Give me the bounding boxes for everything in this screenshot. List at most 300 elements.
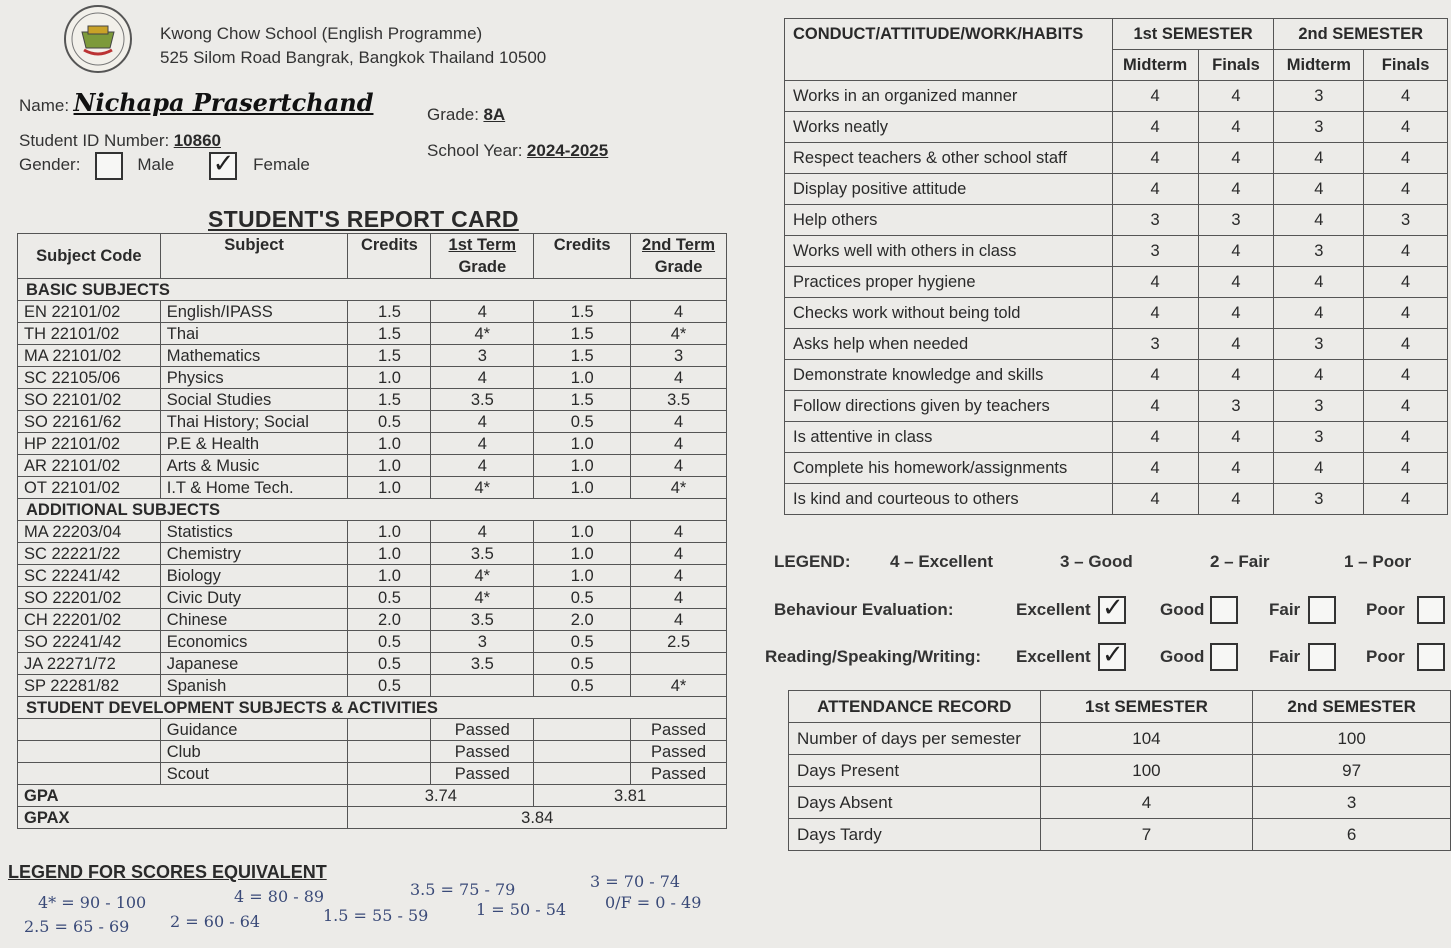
report-card-title: STUDENT'S REPORT CARD	[208, 206, 519, 232]
subject-code: HP 22101/02	[18, 433, 161, 455]
sem-2-midterm-score: 4	[1274, 453, 1364, 484]
attendance-table	[788, 690, 1451, 851]
attendance-sem-1: 1st SEMESTER	[1040, 691, 1253, 723]
credits-term-2: 1.5	[534, 389, 631, 411]
male-checkbox[interactable]	[95, 152, 123, 180]
term-1-grade-label: Grade	[458, 258, 507, 276]
table-row	[18, 763, 727, 785]
sem-2-finals-score: 4	[1364, 391, 1448, 422]
conduct-sem-1: 1st SEMESTER	[1112, 19, 1274, 50]
sem-2-midterm-score: 4	[1274, 143, 1364, 174]
behaviour-poor-checkbox[interactable]	[1417, 596, 1445, 624]
credits-term-2: 0.5	[534, 587, 631, 609]
sem-1-midterm-score: 3	[1112, 205, 1198, 236]
sem-1-midterm-score: 4	[1112, 298, 1198, 329]
school-year-value: 2024-2025	[526, 141, 609, 160]
credits-term-2: 1.0	[534, 543, 631, 565]
sem-2-midterm-score: 3	[1274, 391, 1364, 422]
conduct-header: CONDUCT/ATTITUDE/WORK/HABITS	[785, 19, 1113, 81]
table-row	[789, 723, 1451, 755]
grade-term-1: 4	[431, 455, 534, 477]
attendance-header: ATTENDANCE RECORD	[789, 691, 1041, 723]
conduct-item: Respect teachers & other school staff	[785, 143, 1113, 174]
grade-term-2: 4	[631, 565, 727, 587]
grade-term-1: 4*	[431, 587, 534, 609]
attendance-sem-2-value: 97	[1253, 755, 1451, 787]
empty-cell	[348, 763, 431, 785]
gender-row	[19, 148, 310, 180]
table-row	[18, 455, 727, 477]
table-row	[18, 301, 727, 323]
attendance-sem-1-value: 104	[1040, 723, 1253, 755]
check-icon: ✓	[1102, 592, 1124, 622]
credits-term-1: 1.0	[348, 433, 431, 455]
table-row	[785, 453, 1448, 484]
subject-name: Chinese	[160, 609, 348, 631]
credits-term-2: 1.0	[534, 565, 631, 587]
section-development: STUDENT DEVELOPMENT SUBJECTS & ACTIVITIES	[18, 697, 727, 719]
attendance-sem-1-value: 7	[1040, 819, 1253, 851]
subject-name: Thai History; Social	[160, 411, 348, 433]
grade-term-1: 4*	[431, 565, 534, 587]
score-item-2: 2 = 60 - 64	[170, 912, 261, 931]
grade-term-1: 3.5	[431, 609, 534, 631]
sem-2-midterm: Midterm	[1274, 50, 1364, 81]
table-row	[785, 112, 1448, 143]
sem-1-finals-score: 4	[1198, 174, 1274, 205]
behaviour-good-label: Good	[1160, 600, 1205, 619]
grade-term-2	[631, 653, 727, 675]
credits-term-2: 0.5	[534, 653, 631, 675]
sem-1-midterm-score: 4	[1112, 484, 1198, 515]
credits-term-2: 0.5	[534, 631, 631, 653]
credits-term-1: 1.0	[348, 477, 431, 499]
sem-1-finals-score: 3	[1198, 391, 1274, 422]
header-term-1	[431, 234, 534, 279]
subject-code: SO 22101/02	[18, 389, 161, 411]
section-row	[18, 499, 727, 521]
grade-term-2: 4	[631, 543, 727, 565]
behaviour-good-checkbox[interactable]	[1210, 596, 1238, 624]
sem-2-midterm-score: 4	[1274, 360, 1364, 391]
sem-2-finals-score: 4	[1364, 329, 1448, 360]
grade-term-1: 4	[431, 433, 534, 455]
subject-code: CH 22201/02	[18, 609, 161, 631]
empty-cell	[18, 719, 161, 741]
sem-1-finals-score: 4	[1198, 112, 1274, 143]
grade-label: Grade:	[427, 105, 479, 124]
score-legend-title: LEGEND FOR SCORES EQUIVALENT	[8, 862, 327, 882]
gpa-term-1: 3.74	[348, 785, 534, 807]
attendance-label: Days Tardy	[789, 819, 1041, 851]
subject-name: Spanish	[160, 675, 348, 697]
conduct-item: Demonstrate knowledge and skills	[785, 360, 1113, 391]
credits-term-2: 1.5	[534, 345, 631, 367]
grade-term-2: 2.5	[631, 631, 727, 653]
sem-1-midterm-score: 4	[1112, 391, 1198, 422]
subject-name: Economics	[160, 631, 348, 653]
subject-name: Arts & Music	[160, 455, 348, 477]
activity-result-term-1: Passed	[431, 719, 534, 741]
male-label: Male	[137, 155, 175, 175]
table-row	[18, 367, 727, 389]
activity-result-term-2: Passed	[631, 719, 727, 741]
table-row	[785, 267, 1448, 298]
school-year-label: School Year:	[427, 141, 523, 160]
table-row	[789, 819, 1451, 851]
credits-term-1: 1.0	[348, 367, 431, 389]
school-logo	[60, 4, 136, 74]
grades-table	[17, 233, 727, 829]
sem-1-midterm: Midterm	[1112, 50, 1198, 81]
conduct-item: Help others	[785, 205, 1113, 236]
sem-2-midterm-score: 3	[1274, 236, 1364, 267]
gender-label: Gender:	[19, 155, 81, 175]
credits-term-2: 1.5	[534, 323, 631, 345]
sem-1-midterm-score: 4	[1112, 422, 1198, 453]
table-row	[789, 755, 1451, 787]
sem-1-finals-score: 4	[1198, 236, 1274, 267]
sem-1-finals-score: 4	[1198, 298, 1274, 329]
school-year-row	[427, 141, 608, 161]
table-row	[18, 631, 727, 653]
score-item-3-5: 3.5 = 75 - 79	[410, 880, 516, 899]
credits-term-2: 1.5	[534, 301, 631, 323]
rsw-fair-label: Fair	[1269, 647, 1301, 666]
grade-term-2: 4*	[631, 675, 727, 697]
sem-2-midterm-score: 4	[1274, 298, 1364, 329]
activity-name: Guidance	[160, 719, 348, 741]
subject-name: I.T & Home Tech.	[160, 477, 348, 499]
attendance-sem-2-value: 100	[1253, 723, 1451, 755]
credits-term-2: 0.5	[534, 675, 631, 697]
sem-2-finals-score: 4	[1364, 267, 1448, 298]
table-row	[18, 521, 727, 543]
sem-1-finals-score: 4	[1198, 484, 1274, 515]
score-item-3: 3 = 70 - 74	[590, 872, 681, 891]
header-credits-1: Credits	[348, 234, 431, 279]
subject-name: Civic Duty	[160, 587, 348, 609]
subject-code: SC 22105/06	[18, 367, 161, 389]
sem-1-midterm-score: 4	[1112, 81, 1198, 112]
subject-name: Statistics	[160, 521, 348, 543]
score-item-0-f: 0/F = 0 - 49	[605, 893, 702, 912]
credits-term-2: 1.0	[534, 477, 631, 499]
gpax-label: GPAX	[18, 807, 348, 829]
credits-term-1: 1.5	[348, 323, 431, 345]
activity-result-term-1: Passed	[431, 763, 534, 785]
section-additional-subjects: ADDITIONAL SUBJECTS	[18, 499, 727, 521]
conduct-sem-2: 2nd SEMESTER	[1274, 19, 1448, 50]
attendance-sem-1-value: 4	[1040, 787, 1253, 819]
sem-1-finals-score: 4	[1198, 422, 1274, 453]
term-1-label: 1st Term	[448, 236, 517, 254]
subject-code: TH 22101/02	[18, 323, 161, 345]
grade-row	[427, 105, 505, 125]
female-label: Female	[253, 155, 310, 175]
sem-1-midterm-score: 4	[1112, 360, 1198, 391]
credits-term-1: 0.5	[348, 631, 431, 653]
grade-term-1: 3.5	[431, 389, 534, 411]
school-header	[160, 22, 546, 70]
table-row	[18, 543, 727, 565]
sem-2-midterm-score: 4	[1274, 205, 1364, 236]
rsw-good-checkbox[interactable]	[1210, 643, 1238, 671]
credits-term-2: 2.0	[534, 609, 631, 631]
grade-term-2: 4	[631, 433, 727, 455]
sem-1-finals: Finals	[1198, 50, 1274, 81]
legend-row	[774, 552, 1444, 572]
rsw-good-label: Good	[1160, 647, 1205, 666]
credits-term-1: 1.5	[348, 301, 431, 323]
empty-cell	[18, 763, 161, 785]
grade-term-2: 3.5	[631, 389, 727, 411]
student-name: Nichapa Prasertchand	[73, 88, 374, 117]
activity-result-term-2: Passed	[631, 763, 727, 785]
table-row	[785, 484, 1448, 515]
sem-2-finals-score: 4	[1364, 298, 1448, 329]
credits-term-1: 0.5	[348, 411, 431, 433]
grade-term-1: 4*	[431, 323, 534, 345]
sem-2-finals-score: 4	[1364, 143, 1448, 174]
subject-code: OT 22101/02	[18, 477, 161, 499]
grade-term-1	[431, 675, 534, 697]
sem-1-finals-score: 4	[1198, 329, 1274, 360]
sem-2-finals-score: 4	[1364, 422, 1448, 453]
grade-term-1: 4*	[431, 477, 534, 499]
table-row	[18, 411, 727, 433]
activity-result-term-2: Passed	[631, 741, 727, 763]
female-checkbox[interactable]	[209, 148, 237, 180]
behaviour-evaluation-row	[774, 592, 1449, 626]
conduct-item: Is attentive in class	[785, 422, 1113, 453]
gpax-value: 3.84	[348, 807, 727, 829]
table-row	[18, 675, 727, 697]
attendance-sem-2-value: 3	[1253, 787, 1451, 819]
grade-term-2: 4	[631, 367, 727, 389]
subject-name: Social Studies	[160, 389, 348, 411]
table-row	[785, 422, 1448, 453]
table-row	[18, 433, 727, 455]
sem-1-midterm-score: 3	[1112, 329, 1198, 360]
sem-2-finals-score: 4	[1364, 484, 1448, 515]
sem-2-finals-score: 4	[1364, 81, 1448, 112]
school-name: Kwong Chow School (English Programme)	[160, 24, 483, 43]
gpa-term-2: 3.81	[534, 785, 727, 807]
sem-1-midterm-score: 4	[1112, 143, 1198, 174]
table-row	[785, 391, 1448, 422]
score-item-4: 4 = 80 - 89	[234, 887, 325, 906]
activity-name: Scout	[160, 763, 348, 785]
table-row	[18, 653, 727, 675]
gpa-row	[18, 785, 727, 807]
subject-name: Chemistry	[160, 543, 348, 565]
conduct-table	[784, 18, 1448, 515]
subject-code: SO 22241/42	[18, 631, 161, 653]
sem-2-midterm-score: 3	[1274, 484, 1364, 515]
table-row	[18, 345, 727, 367]
header-subject-code: Subject Code	[18, 234, 161, 279]
empty-cell	[534, 719, 631, 741]
sem-1-midterm-score: 3	[1112, 236, 1198, 267]
grade-term-2: 4	[631, 455, 727, 477]
attendance-label: Number of days per semester	[789, 723, 1041, 755]
sem-2-finals-score: 4	[1364, 174, 1448, 205]
empty-cell	[348, 741, 431, 763]
table-row	[18, 389, 727, 411]
section-basic-subjects: BASIC SUBJECTS	[18, 279, 727, 301]
credits-term-1: 0.5	[348, 675, 431, 697]
rsw-poor-label: Poor	[1366, 647, 1405, 666]
credits-term-1: 1.0	[348, 521, 431, 543]
subject-code: SO 22161/62	[18, 411, 161, 433]
activity-name: Club	[160, 741, 348, 763]
sem-2-midterm-score: 3	[1274, 329, 1364, 360]
table-row	[785, 329, 1448, 360]
rsw-excellent-checkbox[interactable]	[1098, 639, 1126, 671]
subject-name: Mathematics	[160, 345, 348, 367]
behaviour-fair-label: Fair	[1269, 600, 1301, 619]
score-item-2-5: 2.5 = 65 - 69	[24, 917, 130, 936]
table-row	[785, 236, 1448, 267]
rsw-excellent-label: Excellent	[1016, 647, 1091, 666]
grade-term-2: 4	[631, 411, 727, 433]
section-row	[18, 279, 727, 301]
section-row	[18, 697, 727, 719]
table-row	[785, 143, 1448, 174]
table-row	[18, 609, 727, 631]
grade-term-1: 4	[431, 367, 534, 389]
sem-1-finals-score: 4	[1198, 360, 1274, 391]
conduct-item: Complete his homework/assignments	[785, 453, 1113, 484]
table-row	[785, 298, 1448, 329]
credits-term-2: 1.0	[534, 455, 631, 477]
conduct-item: Asks help when needed	[785, 329, 1113, 360]
legend-poor: 1 – Poor	[1344, 552, 1412, 571]
sem-2-finals-score: 4	[1364, 453, 1448, 484]
subject-code: EN 22101/02	[18, 301, 161, 323]
legend-label: LEGEND:	[774, 552, 851, 571]
score-item-1-5: 1.5 = 55 - 59	[323, 906, 429, 925]
grade-term-1: 3.5	[431, 543, 534, 565]
subject-name: Thai	[160, 323, 348, 345]
grade-term-2: 3	[631, 345, 727, 367]
subject-name: Physics	[160, 367, 348, 389]
credits-term-1: 1.0	[348, 543, 431, 565]
grade-value: 8A	[483, 105, 506, 124]
sem-1-finals-score: 4	[1198, 143, 1274, 174]
conduct-item: Is kind and courteous to others	[785, 484, 1113, 515]
table-row	[18, 719, 727, 741]
score-item-1: 1 = 50 - 54	[476, 900, 567, 919]
subject-code: MA 22101/02	[18, 345, 161, 367]
sem-1-finals-score: 3	[1198, 205, 1274, 236]
check-icon: ✓	[1102, 639, 1124, 669]
student-id: 10860	[173, 131, 221, 150]
empty-cell	[534, 741, 631, 763]
credits-term-2: 1.0	[534, 521, 631, 543]
sem-1-midterm-score: 4	[1112, 453, 1198, 484]
term-2-label: 2nd Term	[642, 236, 716, 254]
rsw-poor-checkbox[interactable]	[1417, 643, 1445, 671]
header-term-2	[631, 234, 727, 279]
legend-good: 3 – Good	[1060, 552, 1133, 571]
sem-2-finals-score: 4	[1364, 360, 1448, 391]
credits-term-2: 1.0	[534, 433, 631, 455]
sem-1-midterm-score: 4	[1112, 174, 1198, 205]
attendance-sem-1-value: 100	[1040, 755, 1253, 787]
conduct-header-row	[785, 19, 1448, 50]
legend-excellent: 4 – Excellent	[890, 552, 994, 571]
gpax-row	[18, 807, 727, 829]
attendance-sem-2: 2nd SEMESTER	[1253, 691, 1451, 723]
empty-cell	[18, 741, 161, 763]
header-subject: Subject	[160, 234, 348, 279]
table-row	[18, 477, 727, 499]
credits-term-2: 1.0	[534, 367, 631, 389]
subject-code: SP 22281/82	[18, 675, 161, 697]
table-row	[785, 360, 1448, 391]
score-item-4star: 4* = 90 - 100	[38, 893, 147, 912]
student-id-row	[19, 131, 221, 151]
subject-code: SO 22201/02	[18, 587, 161, 609]
grade-term-2: 4	[631, 587, 727, 609]
credits-term-2: 0.5	[534, 411, 631, 433]
grade-term-1: 3.5	[431, 653, 534, 675]
sem-1-midterm-score: 4	[1112, 267, 1198, 298]
table-row	[785, 174, 1448, 205]
rsw-label: Reading/Speaking/Writing:	[765, 647, 981, 666]
sem-2-finals-score: 3	[1364, 205, 1448, 236]
subject-code: SC 22221/22	[18, 543, 161, 565]
attendance-label: Days Absent	[789, 787, 1041, 819]
sem-2-finals-score: 4	[1364, 112, 1448, 143]
table-row	[18, 587, 727, 609]
subject-code: AR 22101/02	[18, 455, 161, 477]
rsw-fair-checkbox[interactable]	[1308, 643, 1336, 671]
table-row	[18, 565, 727, 587]
credits-term-1: 0.5	[348, 587, 431, 609]
table-row	[789, 787, 1451, 819]
student-name-row	[19, 88, 373, 117]
behaviour-fair-checkbox[interactable]	[1308, 596, 1336, 624]
name-label: Name:	[19, 96, 70, 115]
sem-1-finals-score: 4	[1198, 453, 1274, 484]
sem-2-finals-score: 4	[1364, 236, 1448, 267]
table-row	[785, 205, 1448, 236]
credits-term-1: 1.5	[348, 345, 431, 367]
student-id-label: Student ID Number:	[19, 131, 170, 150]
legend-fair: 2 – Fair	[1210, 552, 1270, 571]
behaviour-poor-label: Poor	[1366, 600, 1405, 619]
grade-term-2: 4	[631, 521, 727, 543]
credits-term-1: 0.5	[348, 653, 431, 675]
sem-2-midterm-score: 3	[1274, 81, 1364, 112]
attendance-header-row	[789, 691, 1451, 723]
empty-cell	[534, 763, 631, 785]
empty-cell	[348, 719, 431, 741]
grade-term-2: 4*	[631, 323, 727, 345]
credits-term-1: 1.0	[348, 565, 431, 587]
credits-term-1: 1.5	[348, 389, 431, 411]
conduct-item: Checks work without being told	[785, 298, 1113, 329]
behaviour-excellent-checkbox[interactable]	[1098, 592, 1126, 624]
sem-2-midterm-score: 4	[1274, 174, 1364, 205]
table-row	[18, 741, 727, 763]
activity-result-term-1: Passed	[431, 741, 534, 763]
conduct-item: Works neatly	[785, 112, 1113, 143]
grade-term-1: 4	[431, 301, 534, 323]
